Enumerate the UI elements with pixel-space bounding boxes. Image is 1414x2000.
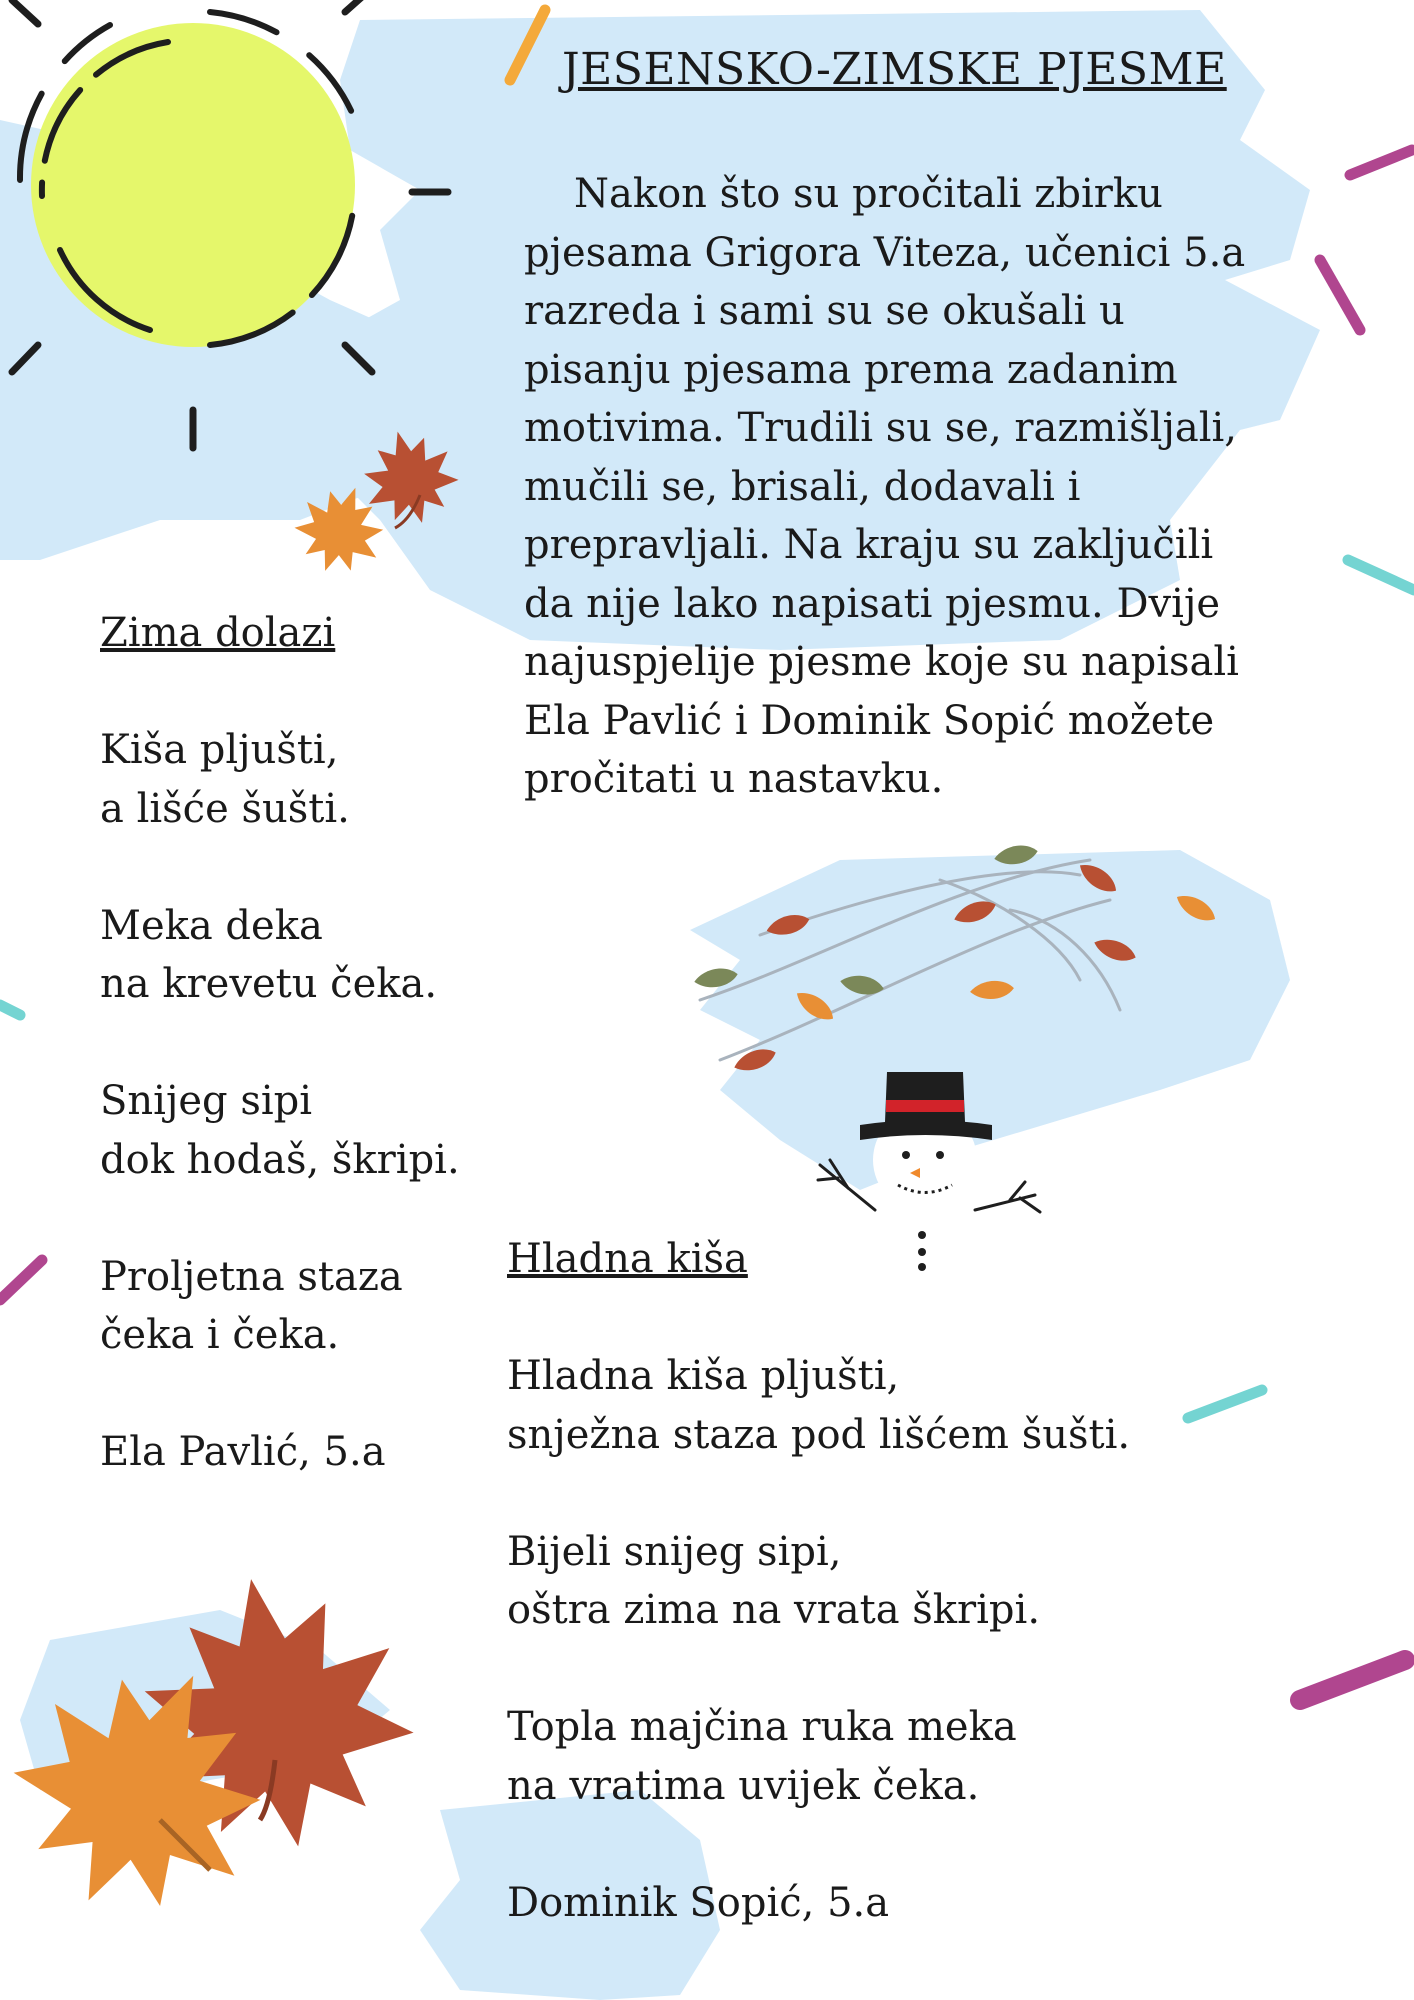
poem-title: Zima dolazi xyxy=(100,610,336,656)
poem-line: na krevetu čeka. xyxy=(100,961,438,1007)
page-title: JESENSKO-ZIMSKE PJESME xyxy=(562,44,1227,95)
stanza-gap xyxy=(507,1289,1130,1348)
poem-hladna-kisa xyxy=(507,1230,1130,1932)
intro-line: pisanju pjesama prema zadanim xyxy=(524,346,1178,393)
poem-line: dok hodaš, škripi. xyxy=(100,1136,460,1183)
intro-line: mučili se, brisali, dodavali i xyxy=(524,463,1081,510)
intro-line: pjesama Grigora Viteza, učenici 5.a xyxy=(524,229,1246,276)
intro-line: da nije lako napisati pjesmu. Dvije xyxy=(524,580,1221,627)
poem-line: na vratima uvijek čeka. xyxy=(507,1762,980,1809)
stanza-gap xyxy=(100,1365,460,1424)
poem-line: čeka i čeka. xyxy=(100,1312,340,1358)
poem-author: Dominik Sopić, 5.a xyxy=(507,1879,890,1926)
stanza-gap xyxy=(100,838,460,897)
stanza-gap xyxy=(100,663,460,722)
poem-line: Snijeg sipi xyxy=(100,1078,313,1124)
poem-author: Ela Pavlić, 5.a xyxy=(100,1429,386,1475)
poem-line: Bijeli snijeg sipi, xyxy=(507,1528,842,1575)
intro-line: Ela Pavlić i Dominik Sopić možete xyxy=(524,697,1215,744)
stanza-gap xyxy=(507,1815,1130,1874)
intro-line: razreda i sami su se okušali u xyxy=(524,288,1125,334)
poem-title: Hladna kiša xyxy=(507,1236,748,1282)
poem-line: Topla majčina ruka meka xyxy=(507,1704,1017,1750)
stanza-gap xyxy=(507,1640,1130,1699)
stanza-gap xyxy=(100,1189,460,1248)
poem-line: a lišće šušti. xyxy=(100,785,350,832)
poem-line: Hladna kiša pljušti, xyxy=(507,1353,900,1399)
intro-paragraph xyxy=(524,165,1314,809)
intro-line: Nakon što su pročitali zbirku xyxy=(574,171,1163,217)
intro-line: najuspjelije pjesme koje su napisali xyxy=(524,639,1239,685)
poem-line: Proljetna staza xyxy=(100,1253,403,1300)
poem-zima-dolazi xyxy=(100,604,460,1482)
stanza-gap xyxy=(507,1464,1130,1523)
poem-line: Meka deka xyxy=(100,902,323,949)
intro-line: prepravljali. Na kraju su zaključili xyxy=(524,522,1214,568)
intro-line: pročitati u nastavku. xyxy=(524,756,944,802)
intro-line: motivima. Trudili su se, razmišljali, xyxy=(524,405,1238,451)
poem-line: snježna staza pod lišćem šušti. xyxy=(507,1411,1131,1458)
poem-line: Kiša pljušti, xyxy=(100,727,339,773)
poem-line: oštra zima na vrata škripi. xyxy=(507,1587,1041,1633)
stanza-gap xyxy=(100,1014,460,1073)
